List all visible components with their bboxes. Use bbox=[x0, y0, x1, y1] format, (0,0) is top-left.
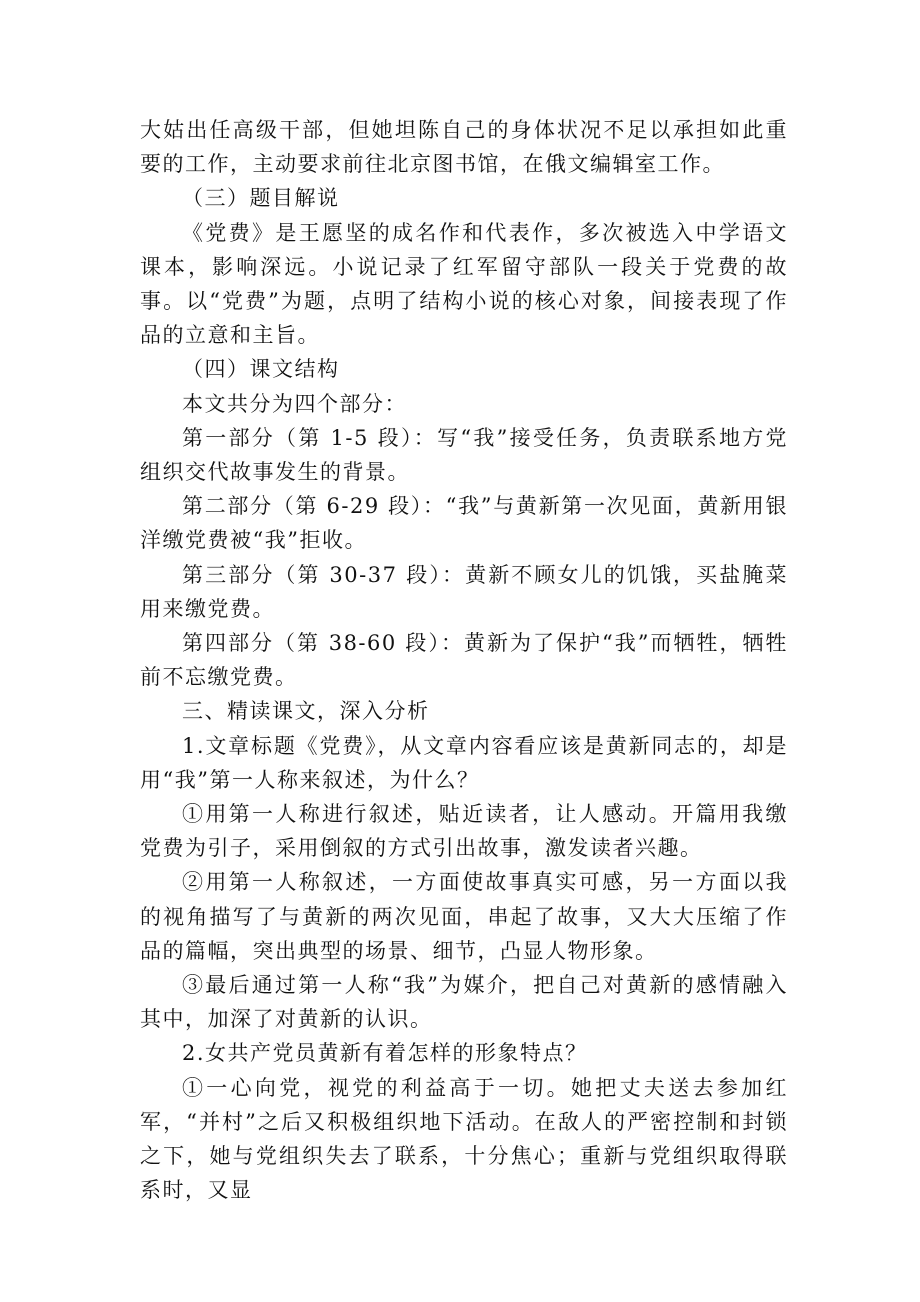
answer-one-point-2: ②用第一人称叙述，一方面使故事真实可感，另一方面以我的视角描写了与黄新的两次见面，串起了故事，又大大压缩了作品的篇幅，突出典型的场景、细节，凸显人物形象。 bbox=[140, 870, 788, 963]
document-body bbox=[140, 113, 788, 1208]
paragraph-structure-intro: 本文共分为四个部分： bbox=[182, 391, 407, 416]
section-heading-close-reading: 三、精读课文，深入分析 bbox=[182, 699, 430, 724]
answer-two-point-1: ①一心向党，视党的利益高于一切。她把丈夫送去参加红军，“并村”之后又积极组织地下活动。在敌人的严密控制和封锁之下，她与党组织失去了联系，十分焦心；重新与党组织取得联系时，又显 bbox=[140, 1075, 788, 1203]
paragraph-part-four: 第四部分（第 38-60 段）：黄新为了保护“我”而牺牲，牺牲前不忘缴党费。 bbox=[140, 631, 788, 690]
question-one: 1.文章标题《党费》，从文章内容看应该是黄新同志的，却是用“我”第一人称来叙述，为什么？ bbox=[140, 733, 788, 792]
paragraph-part-two: 第二部分（第 6-29 段）：“我”与黄新第一次见面，黄新用银洋缴党费被“我”拒收。 bbox=[140, 494, 788, 553]
answer-one-point-3: ③最后通过第一人称“我”为媒介，把自己对黄新的感情融入其中，加深了对黄新的认识。 bbox=[140, 973, 788, 1032]
section-heading-text-structure: （四）课文结构 bbox=[182, 357, 340, 382]
answer-one-point-1: ①用第一人称进行叙述，贴近读者，让人感动。开篇用我缴党费为引子，采用倒叙的方式引出故事，激发读者兴趣。 bbox=[140, 802, 788, 861]
paragraph-part-three: 第三部分（第 30-37 段）：黄新不顾女儿的饥饿，买盐腌菜用来缴党费。 bbox=[140, 562, 788, 621]
paragraph-part-one: 第一部分（第 1-5 段）：写“我”接受任务，负责联系地方党组织交代故事发生的背景。 bbox=[140, 425, 788, 485]
section-heading-title-explanation: （三）题目解说 bbox=[182, 186, 340, 211]
question-two: 2.女共产党员黄新有着怎样的形象特点？ bbox=[182, 1041, 588, 1066]
paragraph-title-explanation: 《党费》是王愿坚的成名作和代表作，多次被选入中学语文课本，影响深远。小说记录了红军留守部队一段关于党费的故事。以“党费”为题，点明了结构小说的核心对象，间接表现了作品的立意和主旨。 bbox=[140, 220, 788, 348]
paragraph-continued-bio: 大姑出任高级干部，但她坦陈自己的身体状况不足以承担如此重要的工作，主动要求前往北京图书馆，在俄文编辑室工作。 bbox=[140, 118, 788, 177]
